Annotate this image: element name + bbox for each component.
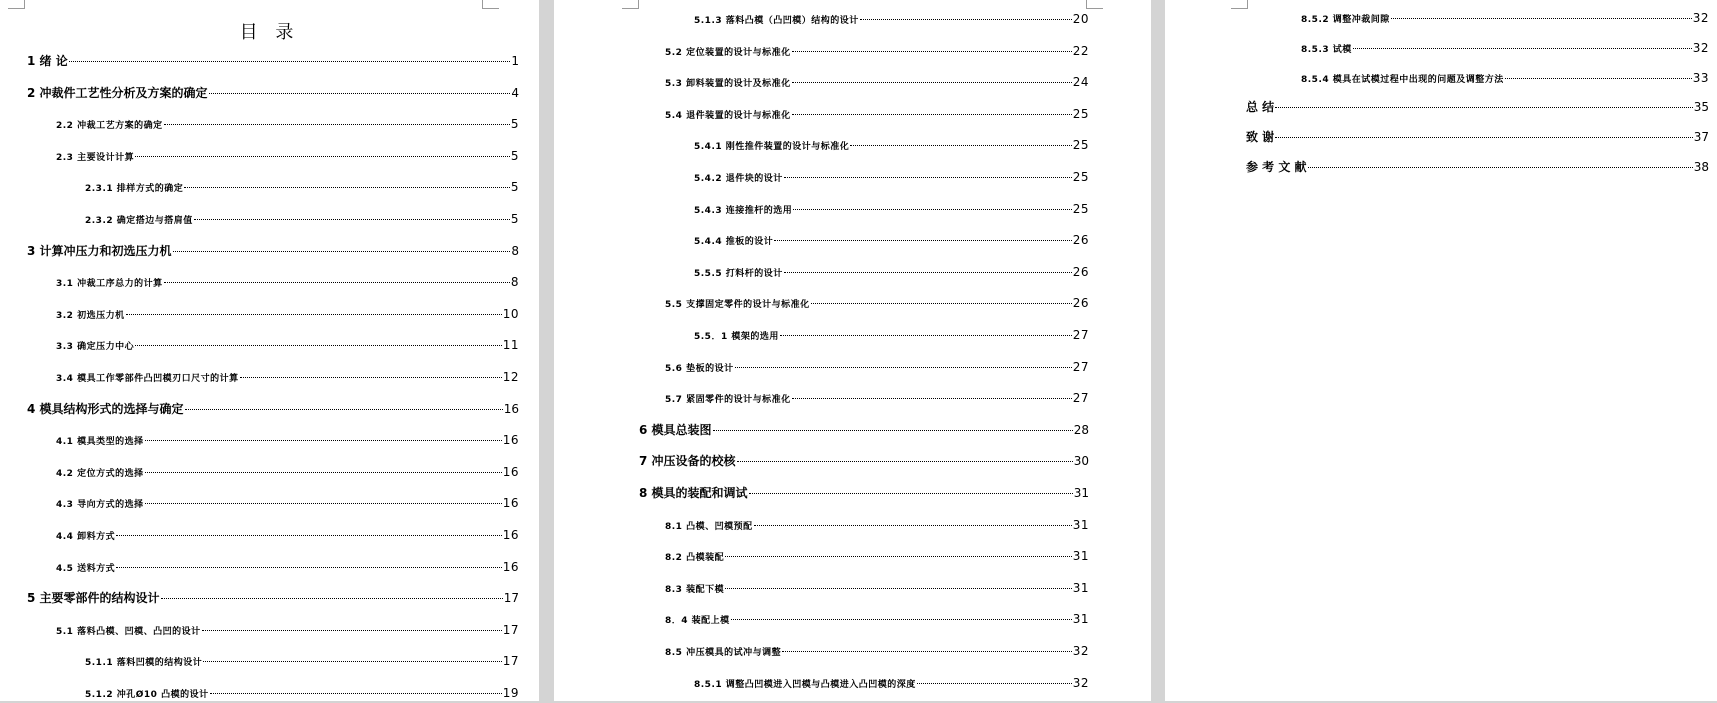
toc-entry-title: 2.2 冲裁工艺方案的确定 (56, 121, 163, 132)
toc-entry[interactable] (665, 359, 1089, 375)
toc-entry[interactable] (56, 116, 519, 132)
toc-dot-leader (725, 556, 1072, 557)
toc-entry-title: 5.4 退件装置的设计与标准化 (665, 110, 791, 121)
toc-entry-title: 5.1 落料凸模、凹模、凸凹的设计 (56, 626, 201, 637)
toc-dot-leader (145, 440, 502, 441)
toc-dot-leader (185, 409, 503, 410)
toc-entry[interactable] (85, 685, 519, 701)
toc-dot-leader (69, 61, 511, 62)
toc-dot-leader (135, 345, 502, 346)
toc-dot-leader (209, 93, 511, 94)
document-page-1 (0, 0, 539, 701)
toc-entry-title: 2.3.1 排样方式的确定 (85, 184, 184, 195)
toc-title: 目 录 (239, 22, 300, 43)
toc-entry[interactable] (56, 274, 519, 290)
toc-dot-leader (194, 219, 510, 220)
toc-entry-title: 5 主要零部件的结构设计 (27, 591, 160, 606)
toc-page-number: 26 (1072, 233, 1089, 248)
toc-page-number: 17 (503, 591, 519, 606)
toc-entry-title: 2.3 主要设计计算 (56, 152, 135, 163)
toc-entry[interactable] (56, 495, 519, 511)
toc-dot-leader (173, 251, 511, 252)
toc-entry[interactable] (665, 580, 1089, 596)
toc-page-number: 17 (502, 622, 519, 637)
crop-mark (622, 0, 639, 9)
toc-page-number: 31 (1073, 486, 1089, 500)
toc-page-number: 16 (503, 401, 519, 416)
toc-dot-leader (737, 461, 1073, 462)
crop-mark (1086, 0, 1103, 9)
toc-dot-leader (161, 598, 503, 599)
toc-entry[interactable] (665, 611, 1089, 627)
toc-entry[interactable] (1246, 159, 1709, 175)
toc-dot-leader (792, 51, 1072, 52)
toc-dot-leader (731, 619, 1072, 620)
toc-entry-title: 8.5.2 调整冲裁间隙 (1301, 15, 1390, 25)
toc-page-number: 28 (1073, 422, 1089, 437)
toc-entry[interactable] (85, 211, 519, 227)
toc-dot-leader (725, 588, 1072, 589)
toc-entry-title: 8.5.4 模具在试模过程中出现的问题及调整方法 (1301, 74, 1504, 85)
toc-entry[interactable] (1301, 10, 1709, 26)
toc-entry-title: 5.2 定位装置的设计与标准化 (665, 47, 791, 58)
toc-dot-leader (749, 493, 1073, 494)
toc-entry[interactable] (694, 327, 1089, 343)
toc-entry-title: 3.4 模具工作零部件凸凹模刃口尺寸的计算 (56, 374, 239, 384)
toc-entry[interactable] (1246, 129, 1709, 145)
toc-entry-title: 2.3.2 确定搭边与搭肩值 (85, 216, 193, 226)
toc-dot-leader (135, 156, 510, 157)
toc-dot-leader (784, 177, 1072, 178)
toc-entry[interactable] (27, 401, 519, 417)
toc-entry-title: 5.7 紧固零件的设计与标准化 (665, 395, 791, 406)
toc-page-number: 27 (1072, 391, 1089, 406)
toc-entry[interactable] (639, 422, 1089, 438)
toc-entry-title: 4.2 定位方式的选择 (56, 468, 144, 479)
toc-entry[interactable] (694, 675, 1089, 691)
toc-entry[interactable] (85, 653, 519, 669)
toc-entry-title: 8．4 装配上模 (665, 616, 730, 627)
toc-dot-leader (116, 567, 502, 568)
toc-entry-title: 7 冲压设备的校核 (639, 454, 736, 469)
toc-entry[interactable] (665, 74, 1089, 90)
toc-dot-leader (782, 651, 1072, 652)
toc-entry[interactable] (639, 485, 1089, 501)
toc-entry-title: 8.2 凸模装配 (665, 553, 725, 564)
toc-entry-title: 5.1.3 落料凸模（凸凹模）结构的设计 (694, 16, 859, 26)
toc-entry-title: 8.3 装配下模 (665, 584, 725, 595)
toc-dot-leader (240, 377, 502, 378)
toc-page-number: 4 (511, 85, 519, 100)
toc-page-number: 19 (502, 686, 519, 700)
toc-entry-title: 2 冲裁件工艺性分析及方案的确定 (27, 85, 208, 100)
toc-page-number: 26 (1072, 296, 1089, 311)
toc-dot-leader (1308, 167, 1693, 168)
toc-page-number: 32 (1072, 644, 1089, 658)
toc-page-number: 8 (511, 243, 519, 258)
toc-entry[interactable] (665, 295, 1089, 311)
toc-entry-title: 1 绪 论 (27, 54, 68, 68)
toc-dot-leader (164, 282, 510, 283)
toc-entry-title: 参 考 文 献 (1246, 160, 1307, 174)
toc-page-number: 25 (1072, 201, 1089, 216)
toc-dot-leader (774, 240, 1071, 241)
toc-entry-title: 8.5 冲压模具的试冲与调整 (665, 648, 782, 658)
toc-page-number: 24 (1072, 75, 1089, 90)
toc-page-number: 22 (1072, 43, 1089, 58)
crop-mark (8, 0, 25, 9)
toc-dot-leader (1275, 137, 1693, 138)
toc-entry-title: 总 结 (1246, 100, 1275, 115)
toc-entry[interactable] (56, 369, 519, 385)
toc-entry-title: 5.5 支撑固定零件的设计与标准化 (665, 300, 810, 311)
toc-page-number: 17 (502, 654, 519, 669)
toc-dot-leader (811, 303, 1072, 304)
toc-entry[interactable] (665, 548, 1089, 564)
toc-entry[interactable] (27, 85, 519, 101)
toc-dot-leader (917, 683, 1072, 684)
toc-entry[interactable] (56, 306, 519, 322)
toc-entry[interactable] (1301, 40, 1709, 56)
toc-page-number: 20 (1072, 12, 1089, 26)
toc-entry[interactable] (694, 11, 1089, 27)
toc-dot-leader (780, 335, 1072, 336)
toc-entry-title: 3.3 确定压力中心 (56, 342, 135, 353)
toc-entry[interactable] (694, 137, 1089, 153)
toc-entry[interactable] (665, 390, 1089, 406)
toc-entry-title: 4 模具结构形式的选择与确定 (27, 401, 184, 416)
toc-entry[interactable] (694, 264, 1089, 280)
toc-dot-leader (793, 209, 1071, 210)
toc-dot-leader (184, 187, 510, 188)
toc-page-number: 16 (502, 496, 519, 511)
toc-page-number: 33 (1692, 70, 1709, 85)
toc-dot-leader (1275, 107, 1693, 108)
toc-page-number: 16 (502, 433, 519, 448)
toc-entry[interactable] (56, 337, 519, 353)
toc-dot-leader (1505, 78, 1692, 79)
toc-dot-leader (1353, 48, 1692, 49)
document-page-3 (1165, 0, 1717, 701)
toc-entry-title: 8.5.1 调整凸凹模进入凹模与凸模进入凸凹模的深度 (694, 679, 916, 690)
toc-dot-leader (126, 314, 502, 315)
toc-dot-leader (1391, 18, 1692, 19)
toc-page-number: 35 (1693, 100, 1709, 115)
toc-entry[interactable] (694, 232, 1089, 248)
toc-page-number: 12 (502, 370, 519, 384)
document-page-2 (554, 0, 1151, 701)
toc-entry[interactable] (639, 453, 1089, 469)
toc-page-number: 16 (502, 559, 519, 574)
toc-dot-leader (202, 630, 502, 631)
toc-entry[interactable] (1246, 99, 1709, 115)
toc-page-number: 31 (1072, 517, 1089, 532)
toc-dot-leader (850, 145, 1071, 146)
toc-entry-title: 5.4.3 连接推杆的选用 (694, 205, 793, 216)
toc-entry-title: 4.4 卸料方式 (56, 532, 116, 542)
toc-page-number: 32 (1692, 11, 1709, 25)
toc-page-number: 31 (1072, 612, 1089, 627)
toc-entry-title: 4.3 导向方式的选择 (56, 500, 144, 511)
toc-dot-leader (145, 503, 502, 504)
toc-dot-leader (754, 525, 1072, 526)
toc-dot-leader (116, 535, 502, 536)
toc-dot-leader (792, 114, 1072, 115)
toc-page-number: 11 (502, 338, 519, 353)
toc-entry[interactable] (694, 169, 1089, 185)
toc-entry-title: 3.2 初选压力机 (56, 310, 125, 321)
toc-page-number: 5 (510, 148, 519, 163)
toc-entry-title: 4.1 模具类型的选择 (56, 437, 144, 448)
toc-page-number: 1 (511, 54, 519, 68)
toc-entry[interactable] (665, 517, 1089, 533)
toc-dot-leader (145, 472, 502, 473)
toc-entry-title: 5.5．1 模架的选用 (694, 332, 779, 342)
toc-entry-title: 3.1 冲裁工序总力的计算 (56, 279, 163, 290)
toc-page-number: 8 (510, 275, 519, 290)
toc-dot-leader (792, 398, 1072, 399)
toc-entry-title: 5.1.2 冲孔Ø10 凸模的设计 (85, 690, 209, 700)
toc-entry-title: 3 计算冲压力和初选压力机 (27, 243, 172, 258)
toc-entry-title: 5.3 卸料装置的设计及标准化 (665, 79, 791, 90)
toc-page-number: 32 (1692, 40, 1709, 55)
toc-page-number: 25 (1072, 106, 1089, 121)
toc-entry[interactable] (665, 43, 1089, 59)
toc-entry[interactable] (27, 243, 519, 259)
toc-entry[interactable] (85, 179, 519, 195)
toc-entry[interactable] (56, 527, 519, 543)
crop-mark (482, 0, 499, 9)
toc-entry-title: 5.4.2 退件块的设计 (694, 174, 783, 184)
toc-entry-title: 5.1.1 落料凹模的结构设计 (85, 658, 203, 669)
toc-dot-leader (164, 124, 510, 125)
toc-dot-leader (203, 661, 501, 662)
toc-entry-title: 5.6 垫板的设计 (665, 363, 734, 374)
toc-dot-leader (792, 82, 1072, 83)
toc-dot-leader (735, 367, 1072, 368)
toc-page-number: 32 (1072, 675, 1089, 690)
toc-dot-leader (210, 693, 502, 694)
toc-entry-title: 5.4.1 刚性推件装置的设计与标准化 (694, 142, 850, 153)
toc-entry[interactable] (665, 643, 1089, 659)
toc-entry[interactable] (27, 53, 519, 69)
toc-page-number: 16 (502, 528, 519, 542)
toc-page-number: 5 (510, 117, 519, 132)
toc-page-number: 30 (1073, 454, 1089, 469)
toc-dot-leader (784, 272, 1072, 273)
toc-page-number: 5 (510, 180, 519, 195)
toc-entry-title: 8.1 凸模、凹模预配 (665, 521, 753, 532)
toc-page-number: 25 (1072, 170, 1089, 184)
toc-page-number: 26 (1072, 264, 1089, 279)
toc-entry-title: 4.5 送料方式 (56, 563, 116, 574)
toc-dot-leader (713, 430, 1073, 431)
toc-entry-title: 5.5.5 打料杆的设计 (694, 268, 783, 279)
toc-entry[interactable] (665, 106, 1089, 122)
toc-page-number: 5 (510, 212, 519, 226)
toc-entry-title: 8.5.3 试模 (1301, 44, 1352, 55)
toc-entry[interactable] (56, 148, 519, 164)
toc-entry-title: 6 模具总装图 (639, 422, 712, 437)
toc-entry[interactable] (27, 590, 519, 606)
toc-entry[interactable] (694, 201, 1089, 217)
crop-mark (1231, 0, 1248, 9)
toc-page-number: 31 (1072, 580, 1089, 595)
toc-dot-leader (860, 19, 1072, 20)
toc-page-number: 37 (1693, 130, 1709, 145)
toc-page-number: 27 (1072, 328, 1089, 342)
toc-page-number: 25 (1072, 138, 1089, 153)
toc-entry-title: 8 模具的装配和调试 (639, 486, 748, 500)
toc-page-number: 16 (502, 464, 519, 479)
toc-entry-title: 致 谢 (1246, 130, 1275, 145)
toc-entry[interactable] (56, 432, 519, 448)
toc-page-number: 27 (1072, 359, 1089, 374)
toc-entry[interactable] (56, 464, 519, 480)
toc-entry[interactable] (1301, 70, 1709, 86)
toc-entry-title: 5.4.4 推板的设计 (694, 237, 774, 248)
toc-page-number: 31 (1072, 549, 1089, 564)
toc-entry[interactable] (56, 622, 519, 638)
toc-page-number: 38 (1693, 160, 1709, 174)
toc-entry[interactable] (56, 559, 519, 575)
toc-page-number: 10 (502, 306, 519, 321)
